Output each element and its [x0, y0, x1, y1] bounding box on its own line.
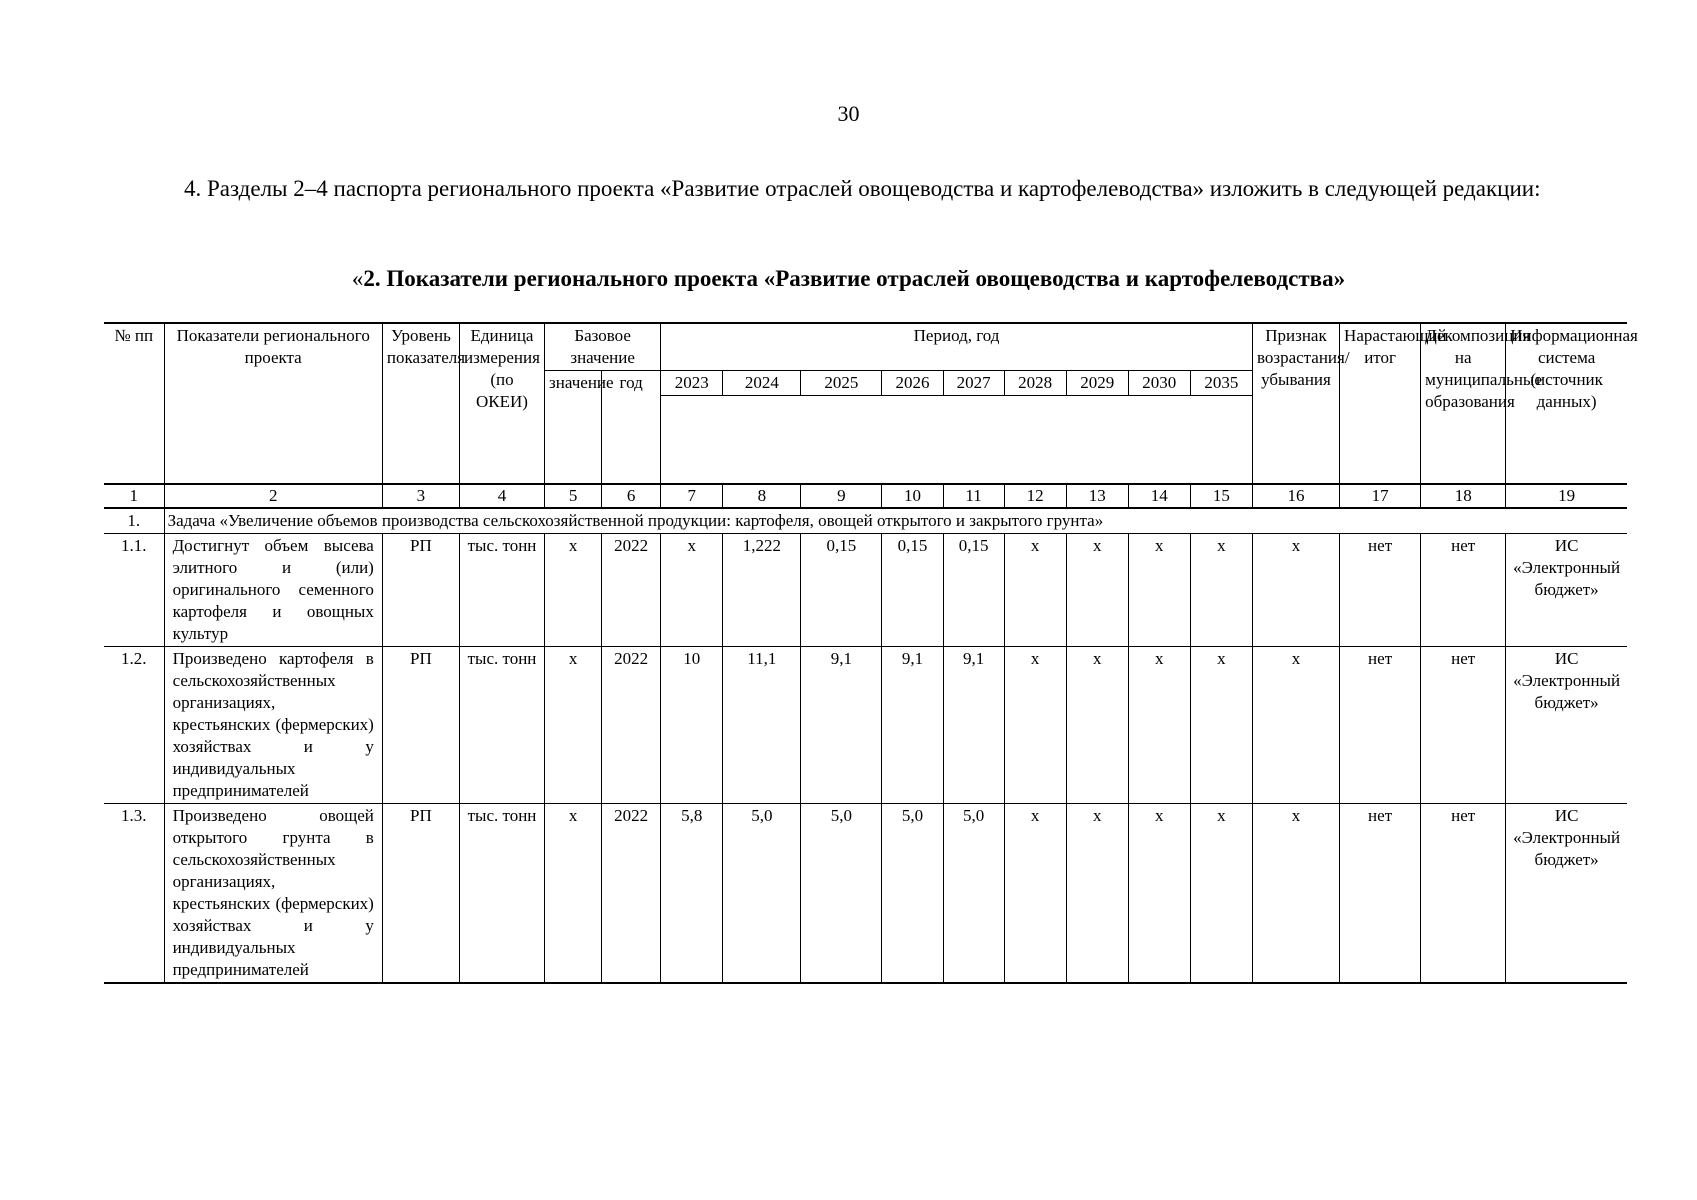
row-year-value: 5,8 — [661, 803, 723, 983]
section-title — [0, 266, 1697, 292]
row-year-value: 11,1 — [723, 646, 801, 803]
row-year-value: 0,15 — [801, 533, 882, 646]
header-year: 2035 — [1190, 371, 1252, 396]
column-number: 14 — [1128, 484, 1190, 508]
header-spacer — [661, 396, 1253, 484]
column-number: 9 — [801, 484, 882, 508]
column-number: 4 — [459, 484, 544, 508]
header-base-value: значение — [545, 371, 602, 484]
header-year: 2025 — [801, 371, 882, 396]
task-num: 1. — [104, 508, 164, 534]
intro-text: 4. Разделы 2–4 паспорта регионального проекта «Развитие отраслей овощеводства и картофелеводства» изложить в следующей редакции: — [184, 176, 1541, 201]
row-year-value: х — [1066, 803, 1128, 983]
row-decomposition: нет — [1421, 646, 1506, 803]
row-info-system: ИС «Электронный бюджет» — [1506, 803, 1627, 983]
column-number: 19 — [1506, 484, 1627, 508]
row-level: РП — [382, 646, 459, 803]
row-year-value: х — [661, 533, 723, 646]
header-year: 2030 — [1128, 371, 1190, 396]
column-number: 7 — [661, 484, 723, 508]
column-number: 15 — [1190, 484, 1252, 508]
row-num: 1.1. — [104, 533, 164, 646]
table-row — [104, 646, 1627, 803]
row-base-value: х — [545, 533, 602, 646]
indicators-table — [104, 322, 1638, 984]
row-year-value: 1,222 — [723, 533, 801, 646]
header-base: Базовое значение — [545, 323, 661, 371]
row-base-value: х — [545, 646, 602, 803]
row-year-value: х — [1128, 803, 1190, 983]
row-decomposition: нет — [1421, 533, 1506, 646]
row-year-value: х — [1190, 803, 1252, 983]
column-number: 3 — [382, 484, 459, 508]
header-level: Уровень показателя — [382, 323, 459, 484]
column-number: 6 — [602, 484, 661, 508]
column-numbers-row — [104, 484, 1627, 508]
header-year: 2027 — [943, 371, 1004, 396]
row-cumulative: нет — [1340, 646, 1421, 803]
column-number: 10 — [882, 484, 943, 508]
row-base-year: 2022 — [602, 646, 661, 803]
row-year-value: х — [1066, 533, 1128, 646]
header-cumulative: Нарастающий итог — [1340, 323, 1421, 484]
row-year-value: 5,0 — [882, 803, 943, 983]
row-info-system: ИС «Электронный бюджет» — [1506, 646, 1627, 803]
row-cumulative: нет — [1340, 533, 1421, 646]
row-num: 1.3. — [104, 803, 164, 983]
section-title-text: 2. Показатели регионального проекта «Развитие отраслей овощеводства и картофелеводства» — [363, 266, 1346, 291]
header-num: № пп — [104, 323, 164, 484]
row-level: РП — [382, 533, 459, 646]
row-unit: тыс. тонн — [459, 533, 544, 646]
row-base-value: х — [545, 803, 602, 983]
header-unit: Единица измерения (по ОКЕИ) — [459, 323, 544, 484]
row-year-value: х — [1190, 533, 1252, 646]
column-number: 16 — [1252, 484, 1339, 508]
row-decomposition: нет — [1421, 803, 1506, 983]
header-base-year: год — [602, 371, 661, 484]
row-year-value: х — [1004, 803, 1066, 983]
column-number: 12 — [1004, 484, 1066, 508]
row-year-value: 5,0 — [801, 803, 882, 983]
row-indicator-name: Достигнут объем высева элитного и (или) оригинального семенного картофеля и овощных культур — [164, 533, 382, 646]
header-year: 2023 — [661, 371, 723, 396]
row-num: 1.2. — [104, 646, 164, 803]
row-indicator-name: Произведено овощей открытого грунта в сельскохозяйственных организациях, крестьянских (фермерских) хозяйствах и у индивидуальных предпринимателей — [164, 803, 382, 983]
row-base-year: 2022 — [602, 803, 661, 983]
row-year-value: 0,15 — [943, 533, 1004, 646]
row-trend: х — [1252, 803, 1339, 983]
header-year: 2026 — [882, 371, 943, 396]
page-number: 30 — [837, 101, 860, 126]
row-level: РП — [382, 803, 459, 983]
task-text: Задача «Увеличение объемов производства сельскохозяйственной продукции: картофеля, овощей открытого и закрытого грунта» — [164, 508, 1627, 534]
column-number: 13 — [1066, 484, 1128, 508]
header-indicator: Показатели регионального проекта — [164, 323, 382, 484]
header-period: Период, год — [661, 323, 1253, 371]
row-year-value: 5,0 — [723, 803, 801, 983]
column-number: 5 — [545, 484, 602, 508]
row-year-value: 0,15 — [882, 533, 943, 646]
header-year: 2028 — [1004, 371, 1066, 396]
header-row-1 — [104, 323, 1627, 371]
column-number: 8 — [723, 484, 801, 508]
header-decomposition: Декомпозиция на муниципальные образования — [1421, 323, 1506, 484]
column-number: 11 — [943, 484, 1004, 508]
row-year-value: х — [1128, 533, 1190, 646]
row-indicator-name: Произведено картофеля в сельскохозяйственных организациях, крестьянских (фермерских) хозяйствах и у индивидуальных предпринимателей — [164, 646, 382, 803]
row-cumulative: нет — [1340, 803, 1421, 983]
row-year-value: 9,1 — [943, 646, 1004, 803]
row-base-year: 2022 — [602, 533, 661, 646]
intro-paragraph — [116, 174, 1586, 204]
column-number: 1 — [104, 484, 164, 508]
task-row — [104, 508, 1627, 534]
row-year-value: 9,1 — [882, 646, 943, 803]
table-row — [104, 803, 1627, 983]
section-title-quote: « — [351, 266, 364, 291]
row-trend: х — [1252, 533, 1339, 646]
row-year-value: х — [1066, 646, 1128, 803]
row-year-value: 10 — [661, 646, 723, 803]
row-trend: х — [1252, 646, 1339, 803]
header-year: 2029 — [1066, 371, 1128, 396]
header-year: 2024 — [723, 371, 801, 396]
column-number: 2 — [164, 484, 382, 508]
row-year-value: х — [1004, 646, 1066, 803]
column-number: 18 — [1421, 484, 1506, 508]
row-year-value: х — [1190, 646, 1252, 803]
row-info-system: ИС «Электронный бюджет» — [1506, 533, 1627, 646]
column-number: 17 — [1340, 484, 1421, 508]
row-year-value: х — [1128, 646, 1190, 803]
row-year-value: х — [1004, 533, 1066, 646]
row-unit: тыс. тонн — [459, 803, 544, 983]
row-unit: тыс. тонн — [459, 646, 544, 803]
row-year-value: 5,0 — [943, 803, 1004, 983]
header-trend: Признак возрастания/ убывания — [1252, 323, 1339, 484]
header-info-system: Информационная система (источник данных) — [1506, 323, 1627, 484]
table-row — [104, 533, 1627, 646]
row-year-value: 9,1 — [801, 646, 882, 803]
